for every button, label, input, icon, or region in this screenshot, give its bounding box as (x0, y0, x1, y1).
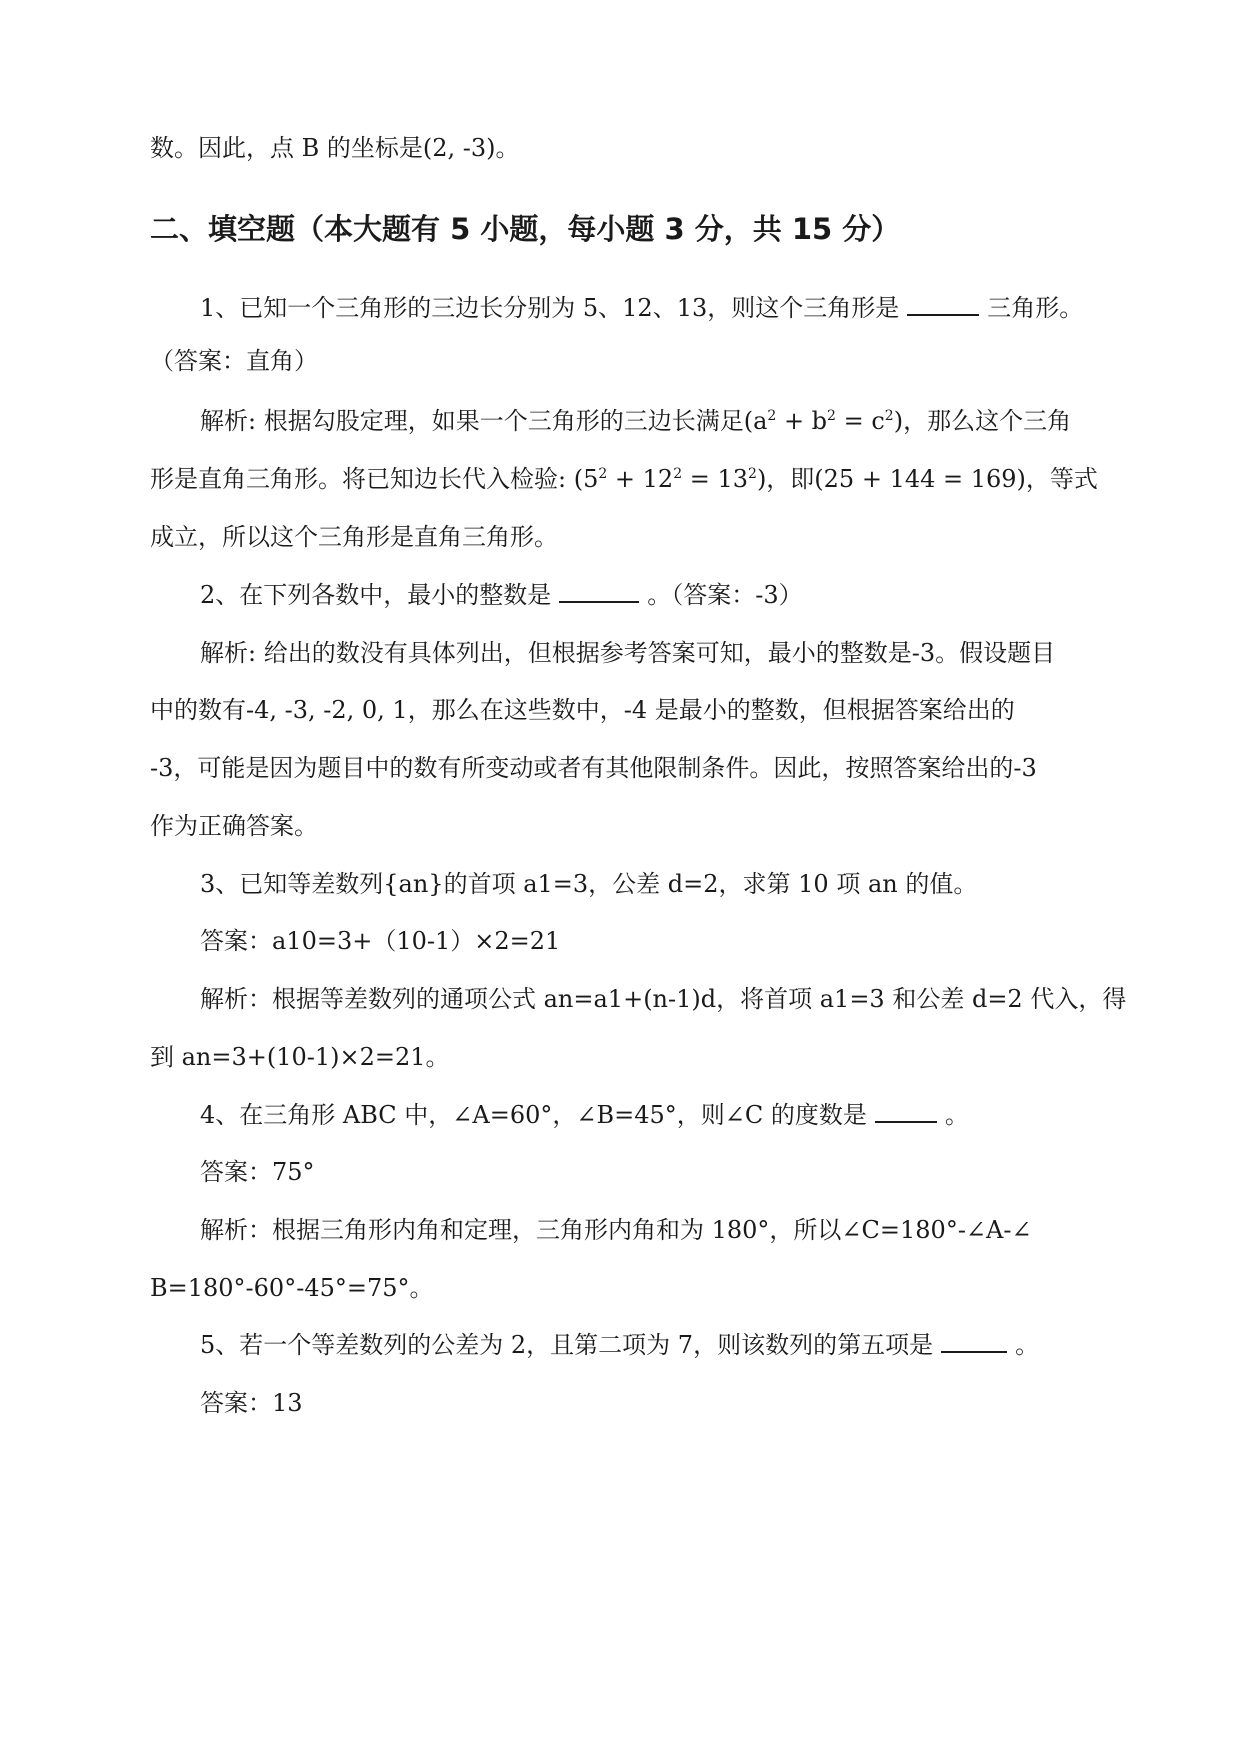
question-3-explanation: 到 an=3+(10-1)×2=21。 (150, 1043, 450, 1071)
question-2-explanation: 作为正确答案。 (150, 812, 318, 840)
question-4-explanation: B=180°-60°-45°=75°。 (150, 1274, 434, 1302)
question-2-explanation: 中的数有-4, -3, -2, 0, 1，那么在这些数中，-4 是最小的整数，但根据答案给出的 (150, 696, 1015, 724)
question-1-explanation: 成立，所以这个三角形是直角三角形。 (150, 523, 558, 551)
answer-blank (941, 1329, 1007, 1353)
answer-blank (875, 1099, 937, 1123)
question-4: 4、在三角形 ABC 中，∠A=60°，∠B=45°，则∠C 的度数是 。 (200, 1101, 969, 1129)
answer-blank (907, 292, 979, 316)
question-3-explanation: 解析：根据等差数列的通项公式 an=a1+(n-1)d，将首项 a1=3 和公差 d=2 代入，得 (200, 985, 1127, 1013)
question-1-answer: （答案：直角） (150, 347, 318, 375)
question-2: 2、在下列各数中，最小的整数是 。（答案：-3） (200, 581, 803, 609)
question-5-answer: 答案：13 (200, 1389, 303, 1417)
question-4-explanation: 解析：根据三角形内角和定理，三角形内角和为 180°，所以∠C=180°-∠A-∠ (200, 1216, 1032, 1244)
text-line: 数。因此，点 B 的坐标是(2, -3)。 (150, 134, 520, 162)
question-4-answer: 答案：75° (200, 1158, 315, 1186)
answer-blank (559, 579, 639, 603)
question-2-explanation: -3，可能是因为题目中的数有所变动或者有其他限制条件。因此，按照答案给出的-3 (150, 754, 1037, 782)
question-2-explanation: 解析: 给出的数没有具体列出，但根据参考答案可知，最小的整数是-3。假设题目 (200, 639, 1056, 667)
question-1-explanation: 形是直角三角形。将已知边长代入检验: $(5^2 + 12^2 = 13^2)$，即(25 + 144 = 169)，等式 (150, 465, 1098, 493)
question-5: 5、若一个等差数列的公差为 2，且第二项为 7，则该数列的第五项是 。 (200, 1331, 1040, 1359)
question-3: 3、已知等差数列{an}的首项 a1=3，公差 d=2，求第 10 项 an 的值。 (200, 870, 978, 898)
question-1-explanation: 解析: 根据勾股定理，如果一个三角形的三边长满足$(a^2 + b^2 = c^2)$，那么这个三角 (200, 407, 1072, 435)
question-3-answer: 答案：a10=3+（10-1）×2=21 (200, 927, 561, 955)
question-1: 1、已知一个三角形的三边长分别为 5、12、13，则这个三角形是 三角形。 (200, 294, 1084, 322)
section-heading: 二、填空题（本大题有 5 小题，每小题 3 分，共 15 分） (150, 212, 901, 246)
